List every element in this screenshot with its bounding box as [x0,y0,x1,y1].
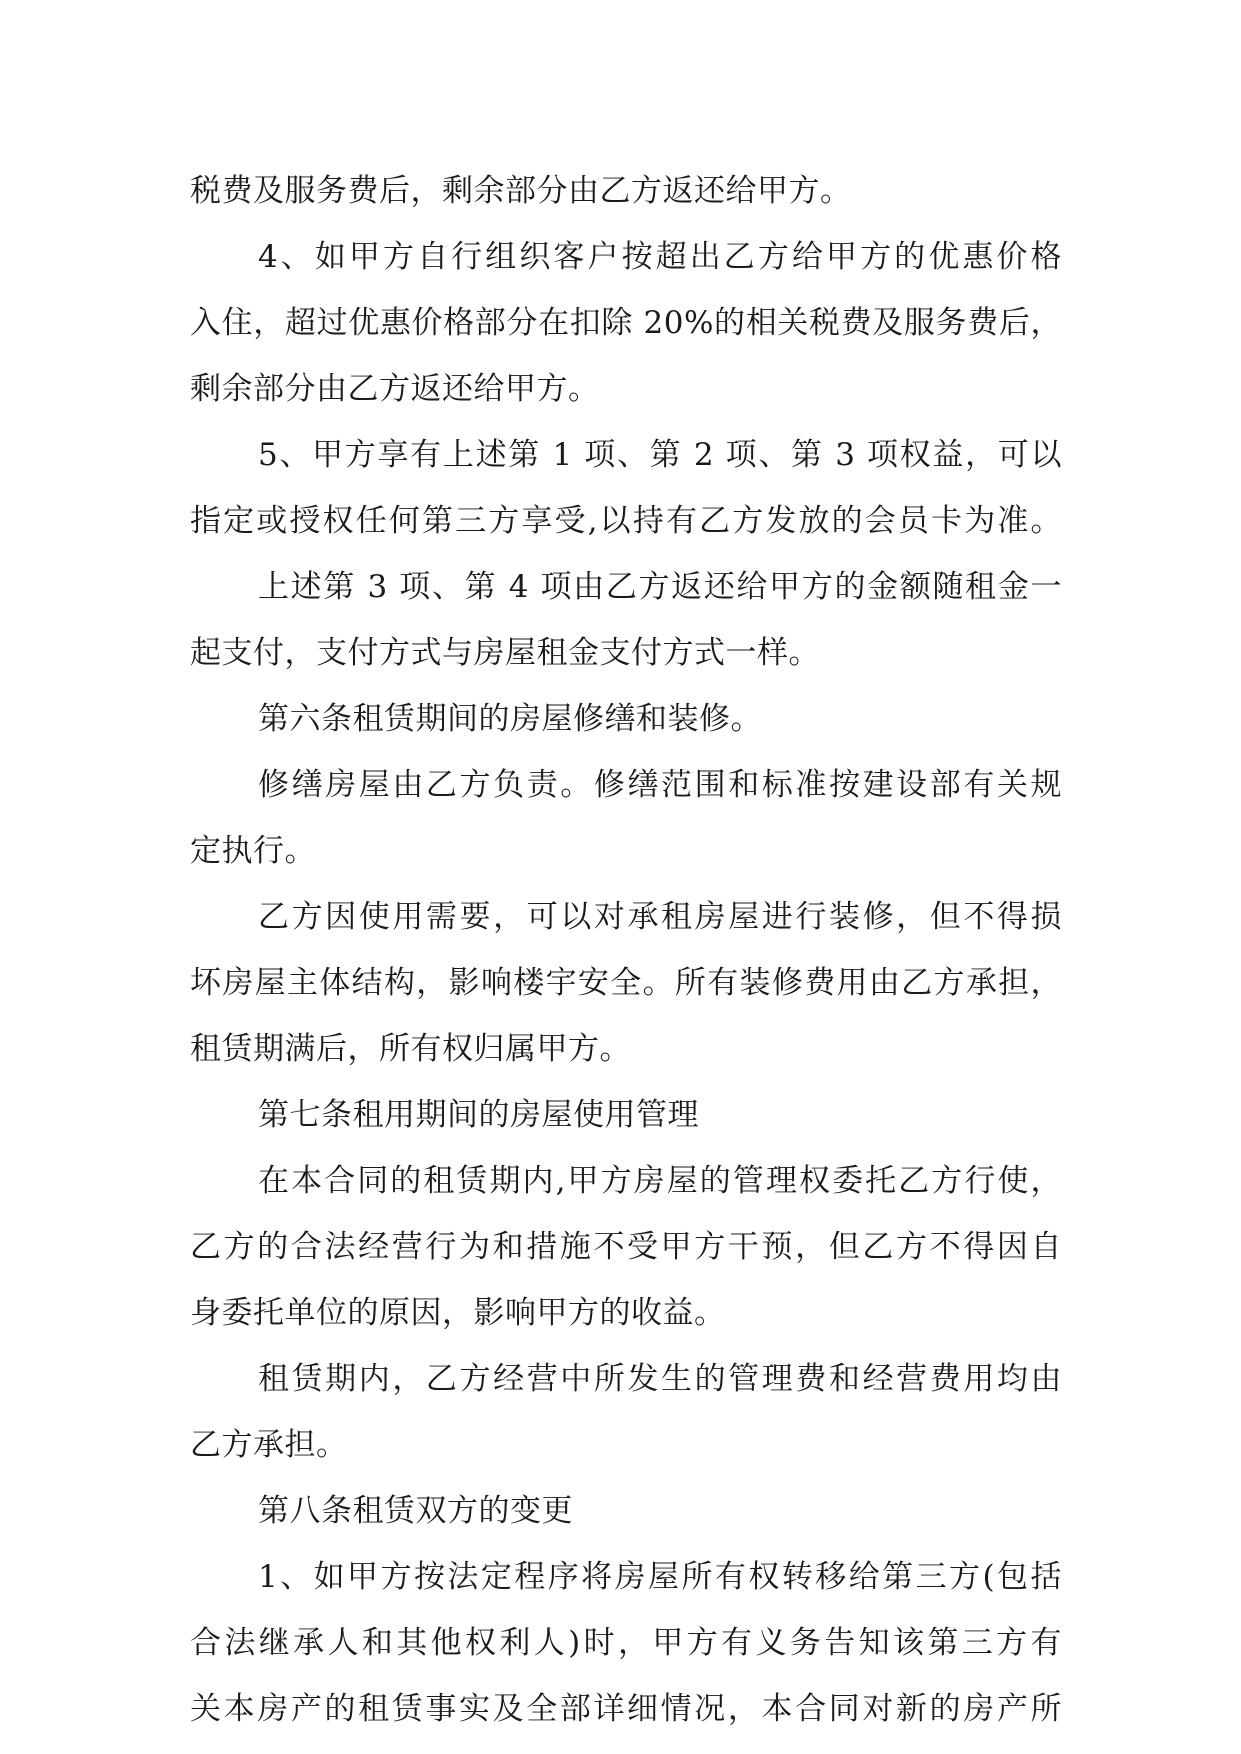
text-line: 第七条租用期间的房屋使用管理 [258,1097,699,1133]
text-line: 合法继承人和其他权利人)时，甲方有义务告知该第三方有 [190,1625,1062,1661]
text-line: 乙方承担。 [190,1427,348,1463]
text-line: 剩余部分由乙方返还给甲方。 [190,371,600,407]
text-line: 起支付，支付方式与房屋租金支付方式一样。 [190,635,820,671]
text-line: 4、如甲方自行组织客户按超出乙方给甲方的优惠价格 [258,239,1062,275]
text-line: 租赁期满后，所有权归属甲方。 [190,1031,631,1067]
text-line: 入住，超过优惠价格部分在扣除 20%的相关税费及服务费后， [190,305,1062,341]
text-line: 税费及服务费后，剩余部分由乙方返还给甲方。 [190,173,852,209]
text-line: 关本房产的租赁事实及全部详细情况，本合同对新的房产所 [190,1691,1062,1727]
text-line: 坏房屋主体结构，影响楼宇安全。所有装修费用由乙方承担， [190,965,1062,1001]
text-line: 指定或授权任何第三方享受,以持有乙方发放的会员卡为准。 [190,503,1062,539]
text-line: 第八条租赁双方的变更 [258,1493,573,1529]
text-line: 定执行。 [190,833,316,869]
document-body [190,158,1062,1742]
text-line: 租赁期内，乙方经营中所发生的管理费和经营费用均由 [258,1361,1062,1397]
text-line: 5、甲方享有上述第 1 项、第 2 项、第 3 项权益，可以 [258,437,1062,473]
text-line: 乙方因使用需要，可以对承租房屋进行装修，但不得损 [258,899,1062,935]
text-line: 在本合同的租赁期内,甲方房屋的管理权委托乙方行使， [258,1163,1062,1199]
text-line: 第六条租赁期间的房屋修缮和装修。 [258,701,762,737]
text-line: 修缮房屋由乙方负责。修缮范围和标准按建设部有关规 [258,767,1062,803]
text-line: 身委托单位的原因，影响甲方的收益。 [190,1295,726,1331]
text-line: 乙方的合法经营行为和措施不受甲方干预，但乙方不得因自 [190,1229,1062,1265]
text-line: 1、如甲方按法定程序将房屋所有权转移给第三方(包括 [258,1559,1062,1595]
text-line: 上述第 3 项、第 4 项由乙方返还给甲方的金额随租金一 [258,569,1062,605]
